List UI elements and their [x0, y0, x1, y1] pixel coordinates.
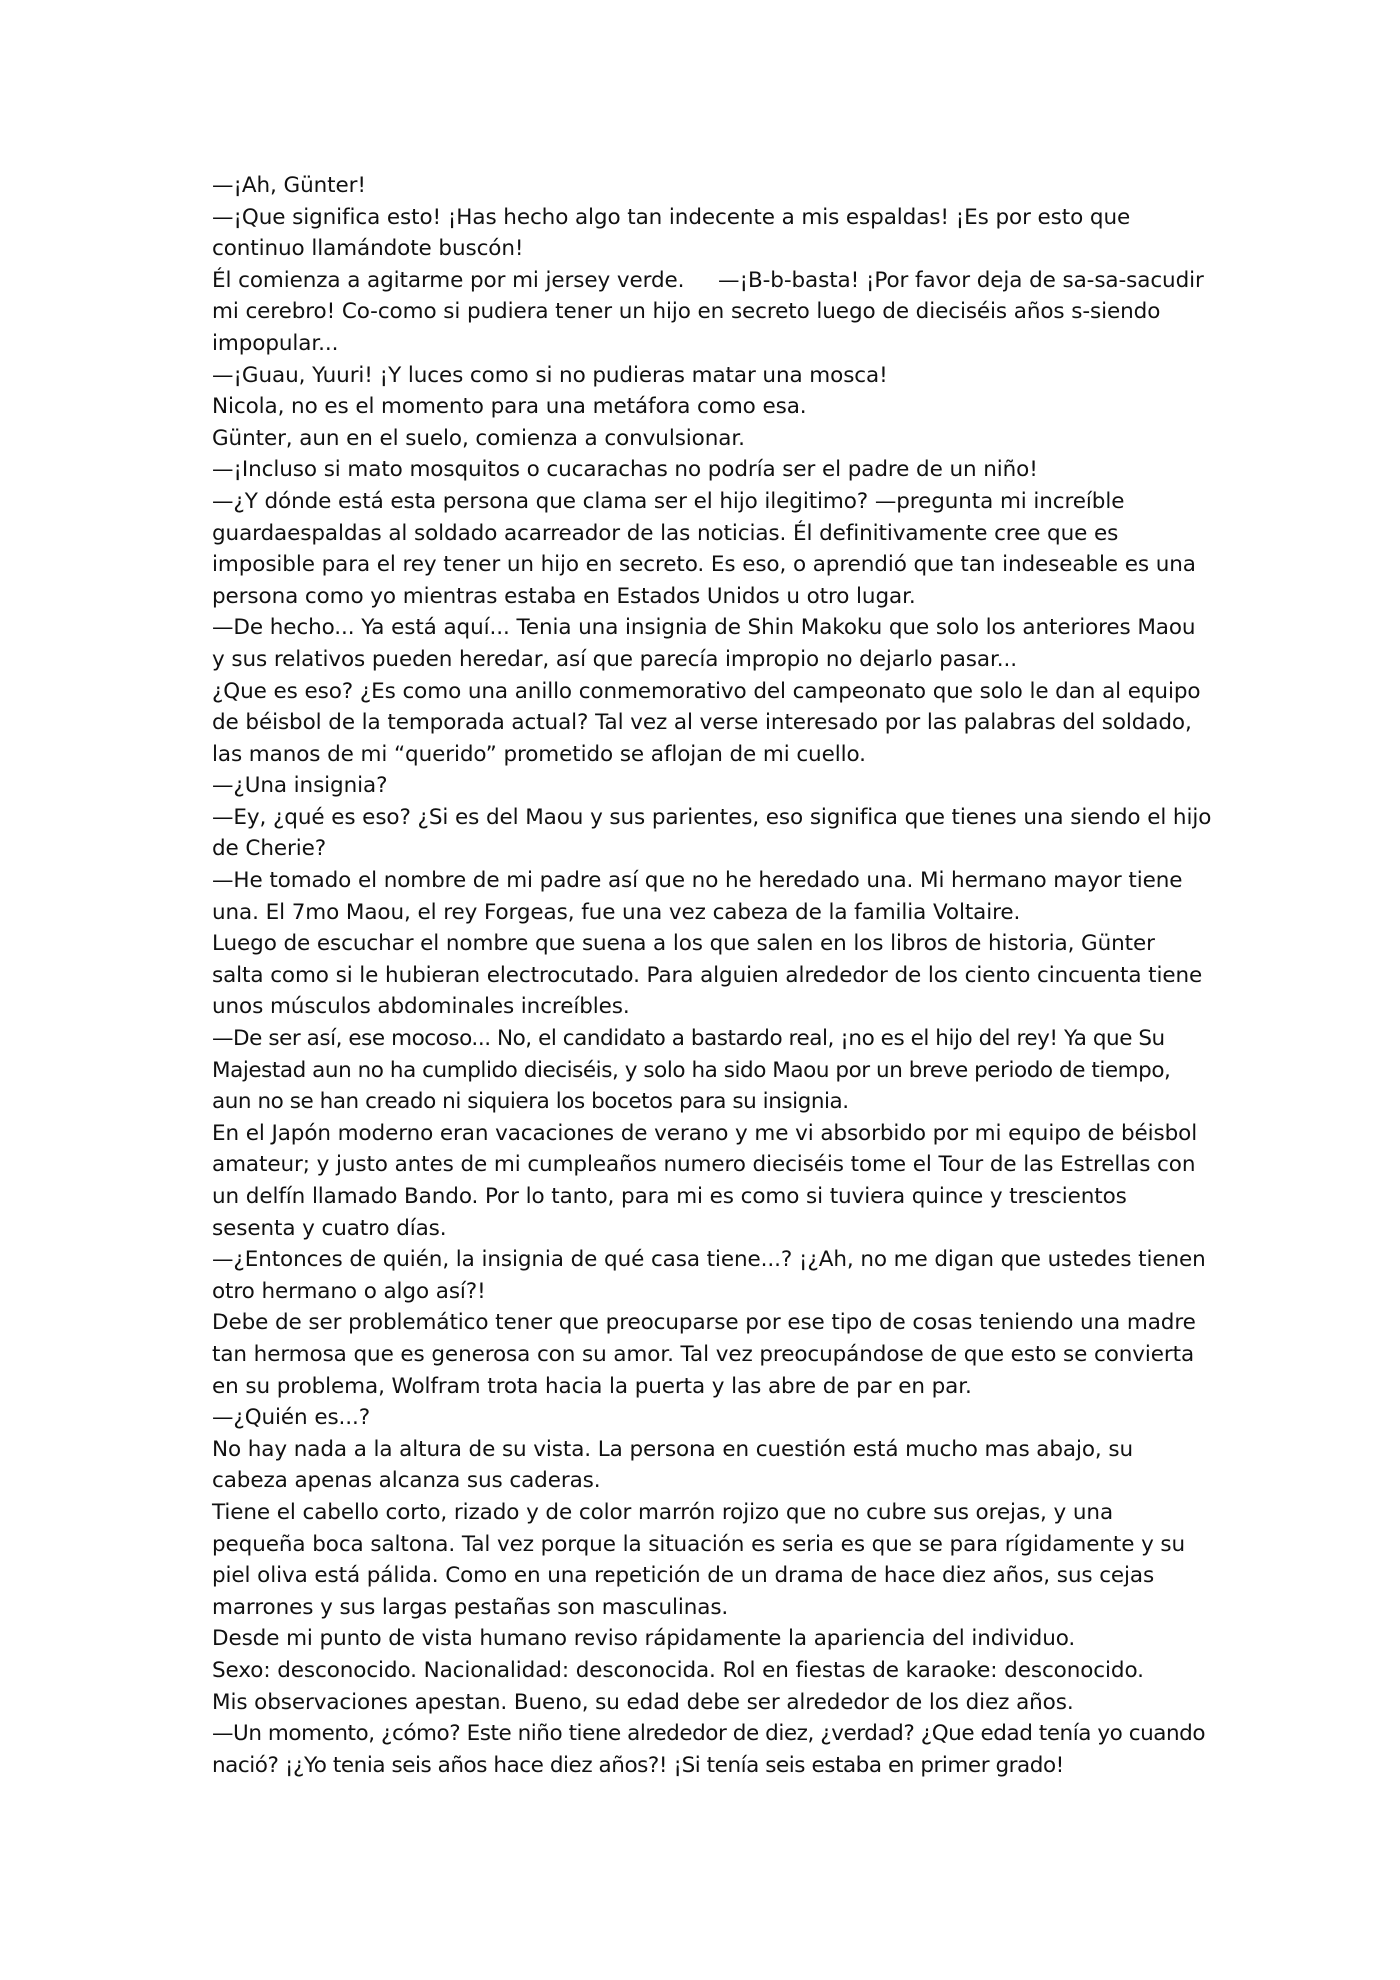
paragraph: —Ey, ¿qué es eso? ¿Si es del Maou y sus parientes, eso significa que tienes una siendo el hijo de Cherie? — [212, 804, 1212, 862]
paragraph: —¡Guau, Yuuri! ¡Y luces como si no pudieras matar una mosca! — [212, 362, 888, 388]
body-text — [212, 170, 1212, 1781]
paragraph: —De ser así, ese mocoso... No, el candidato a bastardo real, ¡no es el hijo del rey! Ya que Su Majestad aun no ha cumplido dieciséis, y solo ha sido Maou por un breve periodo de tiempo, aun no se han creado ni siquiera los bocetos para su insignia. — [212, 1026, 1171, 1115]
paragraph: Tiene el cabello corto, rizado y de color marrón rojizo que no cubre sus orejas, y una pequeña boca saltona. Tal vez porque la situación es seria es que se para rígidamente y su piel oliva está pálida. Como en una repetición de un drama de hace diez años, sus cejas marrones y sus largas pestañas son masculinas. — [212, 1499, 1186, 1620]
paragraph: —¿Quién es...? — [212, 1405, 371, 1431]
paragraph: No hay nada a la altura de su vista. La persona en cuestión está mucho mas abajo, su cabeza apenas alcanza sus caderas. — [212, 1436, 1134, 1494]
paragraph: —Un momento, ¿cómo? Este niño tiene alrededor de diez, ¿verdad? ¿Que edad tenía yo cuando nació? ¡¿Yo tenia seis años hace diez años?! ¡Si tenía seis estaba en primer grado! — [212, 1721, 1206, 1778]
paragraph: —¿Entonces de quién, la insignia de qué casa tiene...? ¡¿Ah, no me digan que ustedes tienen otro hermano o algo así?! — [212, 1247, 1206, 1304]
paragraph: —¿Una insignia? — [212, 773, 388, 799]
paragraph: ¿Que es eso? ¿Es como una anillo conmemorativo del campeonato que solo le dan al equipo de béisbol de la temporada actual? Tal vez al verse interesado por las palabras del soldado, las manos de mi “querido” prometido se aflojan de mi cuello. — [212, 678, 1201, 767]
paragraph: —He tomado el nombre de mi padre así que no he heredado una. Mi hermano mayor tiene una. El 7mo Maou, el rey Forgeas, fue una vez cabeza de la familia Voltaire. — [212, 868, 1183, 925]
paragraph: —¡Incluso si mato mosquitos o cucarachas no podría ser el padre de un niño! — [212, 457, 1038, 483]
paragraph: —De hecho... Ya está aquí... Tenia una insignia de Shin Makoku que solo los anteriores Maou y sus relativos pueden heredar, así que parecía impropio no dejarlo pasar... — [212, 615, 1196, 672]
paragraph: —¿Y dónde está esta persona que clama ser el hijo ilegitimo? —pregunta mi increíble guardaespaldas al soldado acarreador de las noticias. Él definitivamente cree que es imposible para el rey tener un hijo en secreto. Es eso, o aprendió que tan indeseable es una persona como yo mientras estaba en Estados Unidos u otro lugar. — [212, 488, 1196, 609]
paragraph: En el Japón moderno eran vacaciones de verano y me vi absorbido por mi equipo de béisbol amateur; y justo antes de mi cumpleaños numero dieciséis tome el Tour de las Estrellas con un delfín llamado Bando. Por lo tanto, para mi es como si tuviera quince y trescientos sesenta y cuatro días. — [212, 1120, 1198, 1241]
paragraph: Desde mi punto de vista humano reviso rápidamente la apariencia del individuo. — [212, 1626, 1076, 1652]
paragraph: Günter, aun en el suelo, comienza a convulsionar. — [212, 425, 745, 451]
paragraph: Debe de ser problemático tener que preocuparse por ese tipo de cosas teniendo una madre tan hermosa que es generosa con su amor. Tal vez preocupándose de que esto se convierta en su problema, Wolfram trota hacia la puerta y las abre de par en par. — [212, 1310, 1196, 1399]
paragraph: Él comienza a agitarme por mi jersey verde. —¡B-b-basta! ¡Por favor deja de sa-sa-sacudir mi cerebro! Co-como si pudiera tener un hijo en secreto luego de dieciséis años s-siendo impopular... — [212, 267, 1211, 356]
paragraph: Mis observaciones apestan. Bueno, su edad debe ser alrededor de los diez años. — [212, 1689, 1074, 1715]
paragraph: Nicola, no es el momento para una metáfora como esa. — [212, 394, 807, 420]
paragraph: —¡Que significa esto! ¡Has hecho algo tan indecente a mis espaldas! ¡Es por esto que continuo llamándote buscón! — [212, 204, 1131, 262]
paragraph: —¡Ah, Günter! — [212, 173, 366, 198]
paragraph: Luego de escuchar el nombre que suena a los que salen en los libros de historia, Günter salta como si le hubieran electrocutado. Para alguien alrededor de los ciento cincuenta tiene unos músculos abdominales increíbles. — [212, 931, 1203, 1020]
paragraph: Sexo: desconocido. Nacionalidad: desconocida. Rol en fiestas de karaoke: desconocido. — [212, 1657, 1144, 1683]
